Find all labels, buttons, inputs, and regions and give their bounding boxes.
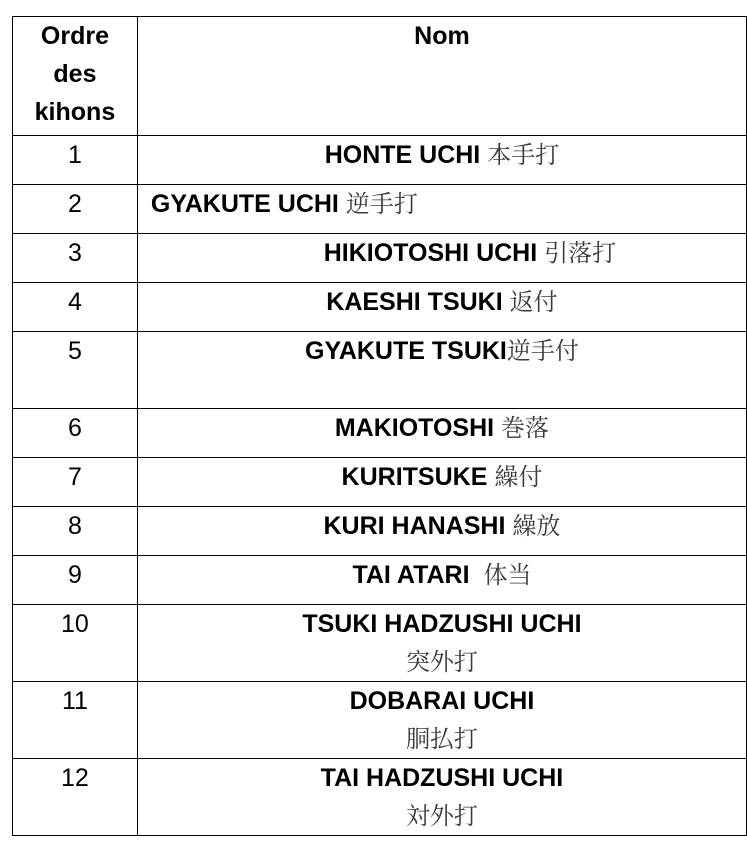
kihon-kanji: 逆手打 — [345, 190, 418, 218]
kihon-order-cell: 6 — [13, 409, 138, 458]
kihon-order-cell: 4 — [13, 283, 138, 332]
kihon-romaji: TAI HADZUSHI UCHI — [320, 764, 564, 792]
kihon-romaji: TAI ATARI — [352, 561, 470, 589]
table-row — [13, 605, 747, 682]
kihon-order-cell: 8 — [13, 507, 138, 556]
header-order-line: Ordre — [40, 22, 109, 50]
kihon-order-cell: 5 — [13, 332, 138, 409]
kihon-kanji: 体当 — [483, 561, 532, 589]
kihon-order-cell: 12 — [13, 759, 138, 836]
kihon-name-cell — [137, 185, 746, 234]
kihon-order-cell: 10 — [13, 605, 138, 682]
kihon-kanji: 胴払打 — [405, 725, 478, 753]
table-row — [13, 136, 747, 185]
kihon-romaji: GYAKUTE UCHI — [150, 190, 339, 218]
kihon-name-cell — [137, 136, 746, 185]
table-row — [13, 682, 747, 759]
kihon-kanji: 引落打 — [544, 239, 617, 267]
kihon-order-cell: 3 — [13, 234, 138, 283]
kihon-romaji: TSUKI HADZUSHI UCHI — [302, 610, 582, 638]
table-row — [13, 234, 747, 283]
kihon-name-cell — [137, 283, 746, 332]
kihons-table — [12, 16, 747, 836]
kihon-kanji: 繰放 — [512, 512, 561, 540]
kihon-romaji: HIKIOTOSHI UCHI — [323, 239, 538, 267]
kihon-kanji: 逆手付 — [506, 337, 579, 365]
kihon-romaji: HONTE UCHI — [324, 141, 481, 169]
kihon-kanji: 繰付 — [494, 463, 543, 491]
kihon-separator — [339, 190, 346, 218]
kihon-name-cell — [137, 458, 746, 507]
table-row — [13, 283, 747, 332]
kihon-romaji: KAESHI TSUKI — [326, 288, 503, 316]
table-row — [13, 185, 747, 234]
kihon-order-cell: 11 — [13, 682, 138, 759]
kihon-name-cell — [137, 682, 746, 759]
kihon-name-cell — [137, 759, 746, 836]
kihon-separator — [470, 561, 484, 589]
table-row — [13, 332, 747, 409]
table-row — [13, 458, 747, 507]
kihon-name-cell — [137, 605, 746, 682]
kihon-name-cell — [137, 556, 746, 605]
kihon-kanji: 巻落 — [501, 414, 550, 442]
kihon-kanji: 返付 — [509, 288, 558, 316]
kihon-name-cell — [137, 332, 746, 409]
kihon-romaji: DOBARAI UCHI — [349, 687, 535, 715]
header-order-line: des — [53, 60, 97, 88]
kihon-order-cell: 1 — [13, 136, 138, 185]
kihon-order-cell: 9 — [13, 556, 138, 605]
kihon-romaji: MAKIOTOSHI — [334, 414, 495, 442]
table-header-row — [13, 17, 747, 136]
header-order-line: kihons — [34, 98, 116, 126]
kihon-separator — [503, 288, 510, 316]
kihon-name-cell — [137, 507, 746, 556]
kihon-romaji: KURITSUKE — [341, 463, 488, 491]
table-body — [13, 136, 747, 836]
header-name: Nom — [137, 17, 746, 136]
kihon-order-cell: 2 — [13, 185, 138, 234]
table-row — [13, 556, 747, 605]
kihon-order-cell: 7 — [13, 458, 138, 507]
kihon-romaji: KURI HANASHI — [323, 512, 506, 540]
kihon-kanji: 対外打 — [405, 802, 478, 830]
table-row — [13, 409, 747, 458]
table-row — [13, 759, 747, 836]
kihon-separator — [494, 414, 501, 442]
kihon-romaji: GYAKUTE TSUKI — [305, 337, 507, 365]
kihon-kanji: 本手打 — [487, 141, 560, 169]
kihon-kanji: 突外打 — [405, 648, 478, 676]
kihon-name-cell — [137, 234, 746, 283]
header-order — [13, 17, 138, 136]
kihon-name-cell — [137, 409, 746, 458]
table-row — [13, 507, 747, 556]
